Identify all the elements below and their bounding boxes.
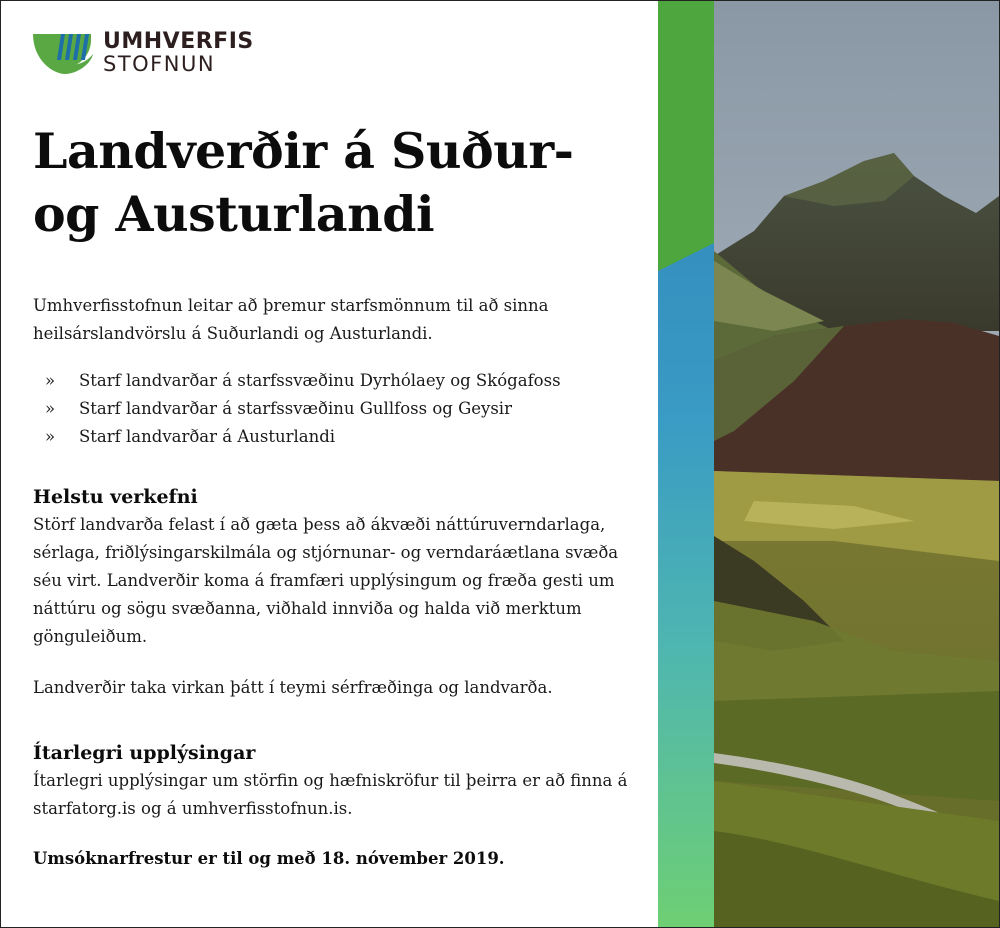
info-heading: Ítarlegri upplýsingar [33, 742, 256, 764]
tasks-text: Störf landvarða felast í að gæta þess að ákvæði náttúruverndarlaga, sérlaga, friðlýsingarskilmála og stjórnunar- og verndaráætlana svæða séu virt. Landverðir koma á framfæri upplýsingum og fræða gesti um náttúru og sögu svæðanna, viðhald innviða og halda við merktum gönguleiðum. [33, 515, 619, 646]
intro-text: Umhverfisstofnun leitar að þremur starfsmönnum til að sinna heilsárslandvörslu á Suðurlandi og Austurlandi. [33, 296, 549, 343]
bullet-icon: » [45, 371, 56, 390]
logo-text-line2: STOFNUN [103, 52, 216, 76]
tasks-heading: Helstu verkefni [33, 486, 198, 508]
job-list-item [33, 423, 643, 451]
job-list-item [33, 395, 643, 423]
job-label: Starf landvarðar á Austurlandi [79, 427, 336, 446]
info-section [33, 739, 643, 823]
color-bar [658, 1, 714, 927]
logo-text-line1: UMHVERFIS [103, 29, 254, 54]
bullet-icon: » [45, 399, 56, 418]
job-label: Starf landvarðar á starfssvæðinu Gullfoss og Geysir [79, 399, 512, 418]
job-label: Starf landvarðar á starfssvæðinu Dyrhólaey og Skógafoss [79, 371, 561, 390]
team-text: Landverðir taka virkan þátt í teymi sérfræðinga og landvarða. [33, 678, 553, 697]
landscape-photo [714, 1, 999, 927]
logo-mark-icon [33, 30, 93, 74]
job-list-item [33, 367, 643, 395]
bullet-icon: » [45, 427, 56, 446]
info-text: Ítarlegri upplýsingar um störfin og hæfniskröfur til þeirra er að finna á starfatorg.is og á umhverfisstofnun.is. [33, 771, 628, 818]
tasks-section [33, 483, 643, 651]
ad-title: Landverðir á Suður- og Austurlandi [33, 122, 574, 243]
application-deadline: Umsóknarfrestur er til og með 18. nóvember 2019. [33, 849, 505, 868]
job-list [33, 367, 643, 451]
